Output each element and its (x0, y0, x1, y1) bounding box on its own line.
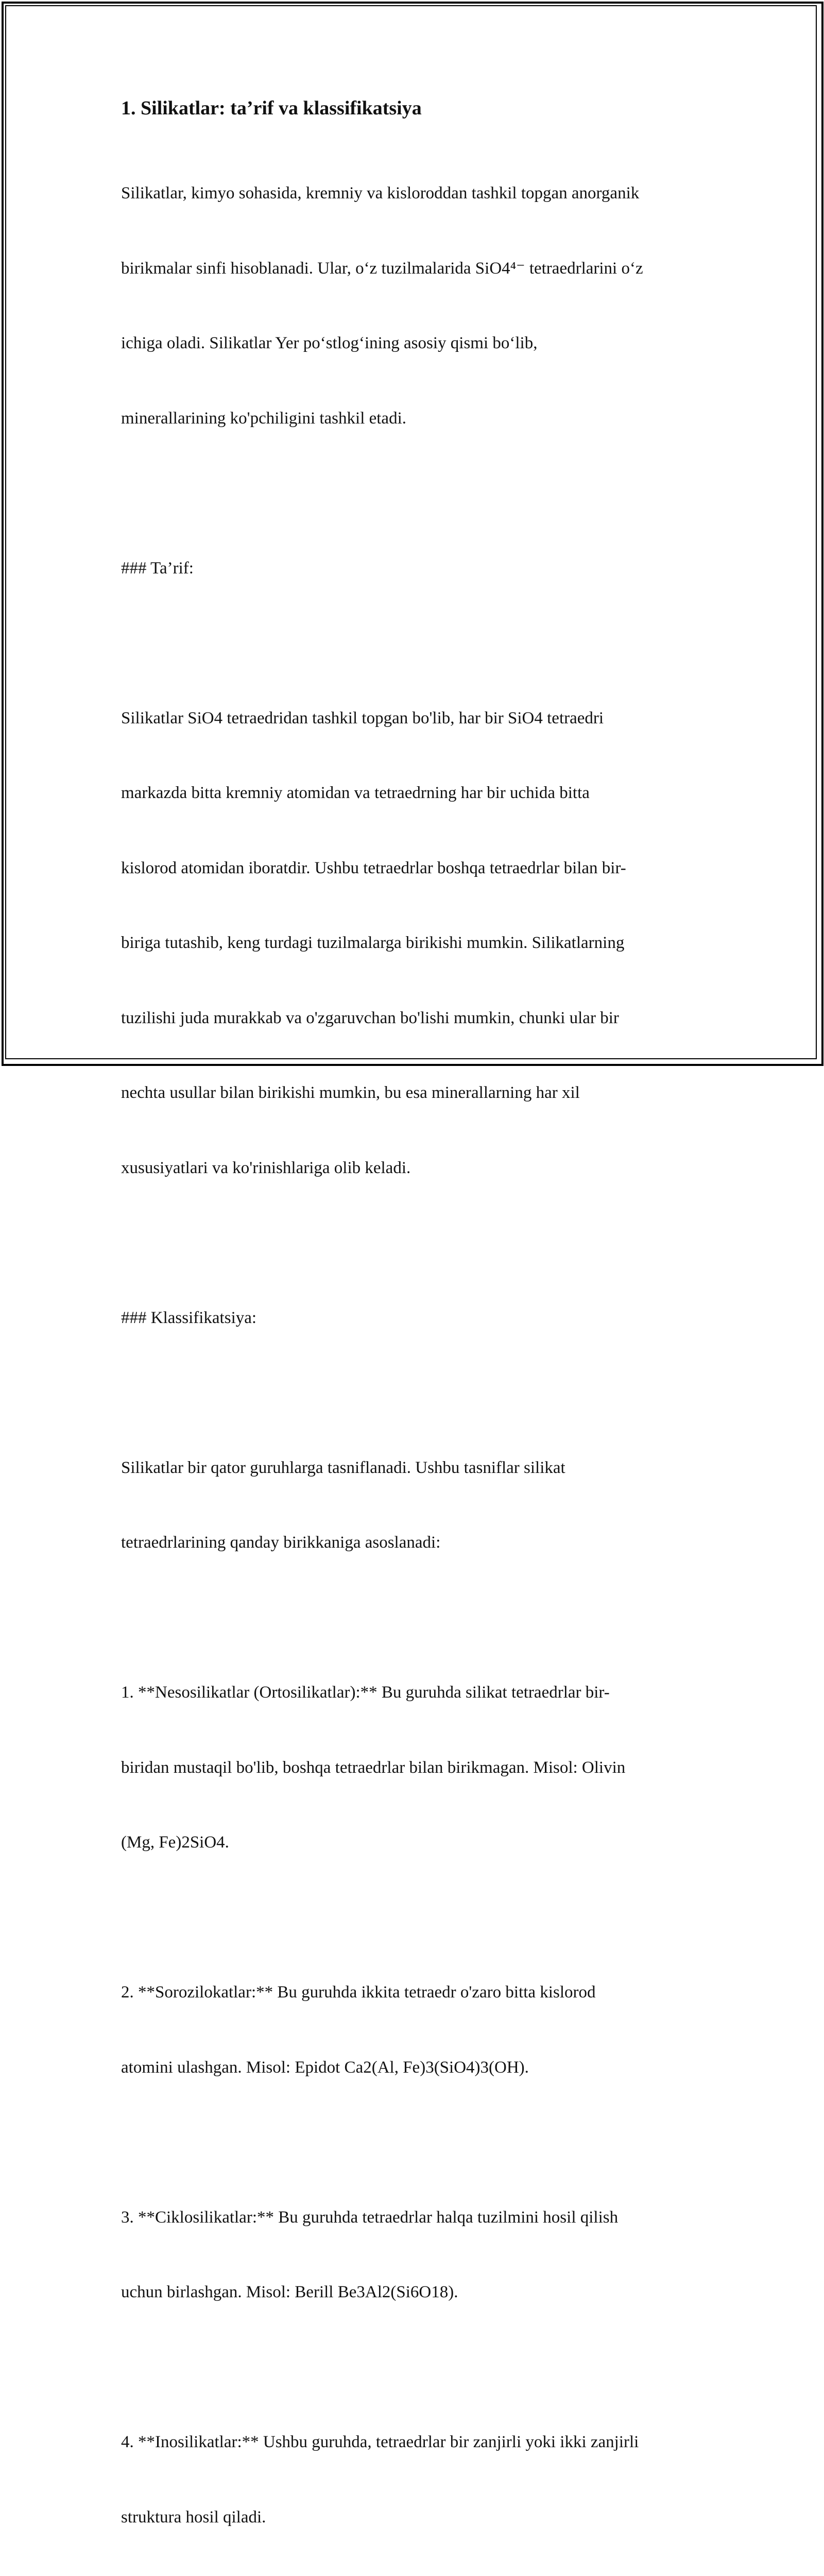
intro-paragraph (121, 131, 708, 481)
klassifikatsiya-subheading (121, 1256, 708, 1381)
text-line: 2. **Sorozilokatlar:** Bu guruhda ikkita tetraedr o'zaro bitta kislorod (121, 1983, 596, 2002)
blank-line (121, 1230, 708, 1256)
blank-line (121, 1380, 708, 1405)
blank-line (121, 2355, 708, 2380)
blank-line (121, 1605, 708, 1631)
list-item-inosilikatlar (121, 2380, 708, 2576)
text-line: struktura hosil qiladi. (121, 2507, 266, 2527)
text-line: biridan mustaqil bo'lib, boshqa tetraedrlar bilan birikmagan. Misol: Olivin (121, 1758, 626, 1777)
text-line: ### Ta’rif: (121, 558, 194, 578)
text-line: biriga tutashib, keng turdagi tuzilmalarga birikishi mumkin. Silikatlarning (121, 934, 625, 952)
klassifikatsiya-paragraph (121, 1405, 708, 1605)
text-line: minerallarining ko'pchiligini tashkil etadi. (121, 409, 406, 428)
text-line: Silikatlar SiO4 tetraedridan tashkil topgan bo'lib, har bir SiO4 tetraedri (121, 708, 604, 727)
text-line: uchun birlashgan. Misol: Berill Be3Al2(Si6O18). (121, 2283, 458, 2301)
text-line: kislorod atomidan iboratdir. Ushbu tetraedrlar boshqa tetraedrlar bilan bir- (121, 858, 626, 877)
text-line: nechta usullar bilan birikishi mumkin, bu esa minerallarning har xil (121, 1083, 580, 1102)
list-item-sorozilokatlar (121, 1930, 708, 2130)
text-line: atomini ulashgan. Misol: Epidot Ca2(Al, Fe)3(SiO4)3(OH). (121, 2058, 529, 2077)
text-line: ### Klassifikatsiya: (121, 1308, 257, 1327)
blank-line (121, 481, 708, 506)
text-line: ichiga oladi. Silikatlar Yer po‘stlog‘ining asosiy qismi bo‘lib, (121, 334, 538, 352)
text-line: 1. **Nesosilikatlar (Ortosilikatlar):** Bu guruhda silikat tetraedrlar bir- (121, 1683, 610, 1702)
text-line: 4. **Inosilikatlar:** Ushbu guruhda, tetraedrlar bir zanjirli yoki ikki zanjirli (121, 2433, 639, 2451)
text-line: Silikatlar, kimyo sohasida, kremniy va kisloroddan tashkil topgan anorganik (121, 184, 640, 202)
text-line: markazda bitta kremniy atomidan va tetraedrning har bir uchida bitta (121, 784, 590, 802)
document-body (121, 96, 708, 2576)
text-line: xususiyatlari va ko'rinishlariga olib keladi. (121, 1158, 411, 1177)
list-item-nesosilikatlar (121, 1630, 708, 1905)
tarif-paragraph (121, 656, 708, 1231)
text-line: Silikatlar bir qator guruhlarga tasniflanadi. Ushbu tasniflar silikat (121, 1458, 565, 1477)
tarif-subheading (121, 506, 708, 631)
text-line: tuzilishi juda murakkab va o'zgaruvchan bo'lishi mumkin, chunki ular bir (121, 1008, 619, 1027)
text-line: birikmalar sinfi hisoblanadi. Ular, o‘z tuzilmalarida SiO4⁴⁻ tetraedrlarini o‘z (121, 259, 643, 278)
text-line: (Mg, Fe)2SiO4. (121, 1833, 229, 1852)
blank-line (121, 1905, 708, 1930)
text-line: 3. **Ciklosilikatlar:** Bu guruhda tetraedrlar halqa tuzilmini hosil qilish (121, 2208, 619, 2227)
text-line: tetraedrlarining qanday birikkaniga asoslanadi: (121, 1533, 441, 1552)
blank-line (121, 631, 708, 656)
document-heading: 1. Silikatlar: ta’rif va klassifikatsiya (121, 97, 422, 119)
blank-line (121, 2130, 708, 2155)
list-item-ciklosilikatlar (121, 2155, 708, 2355)
